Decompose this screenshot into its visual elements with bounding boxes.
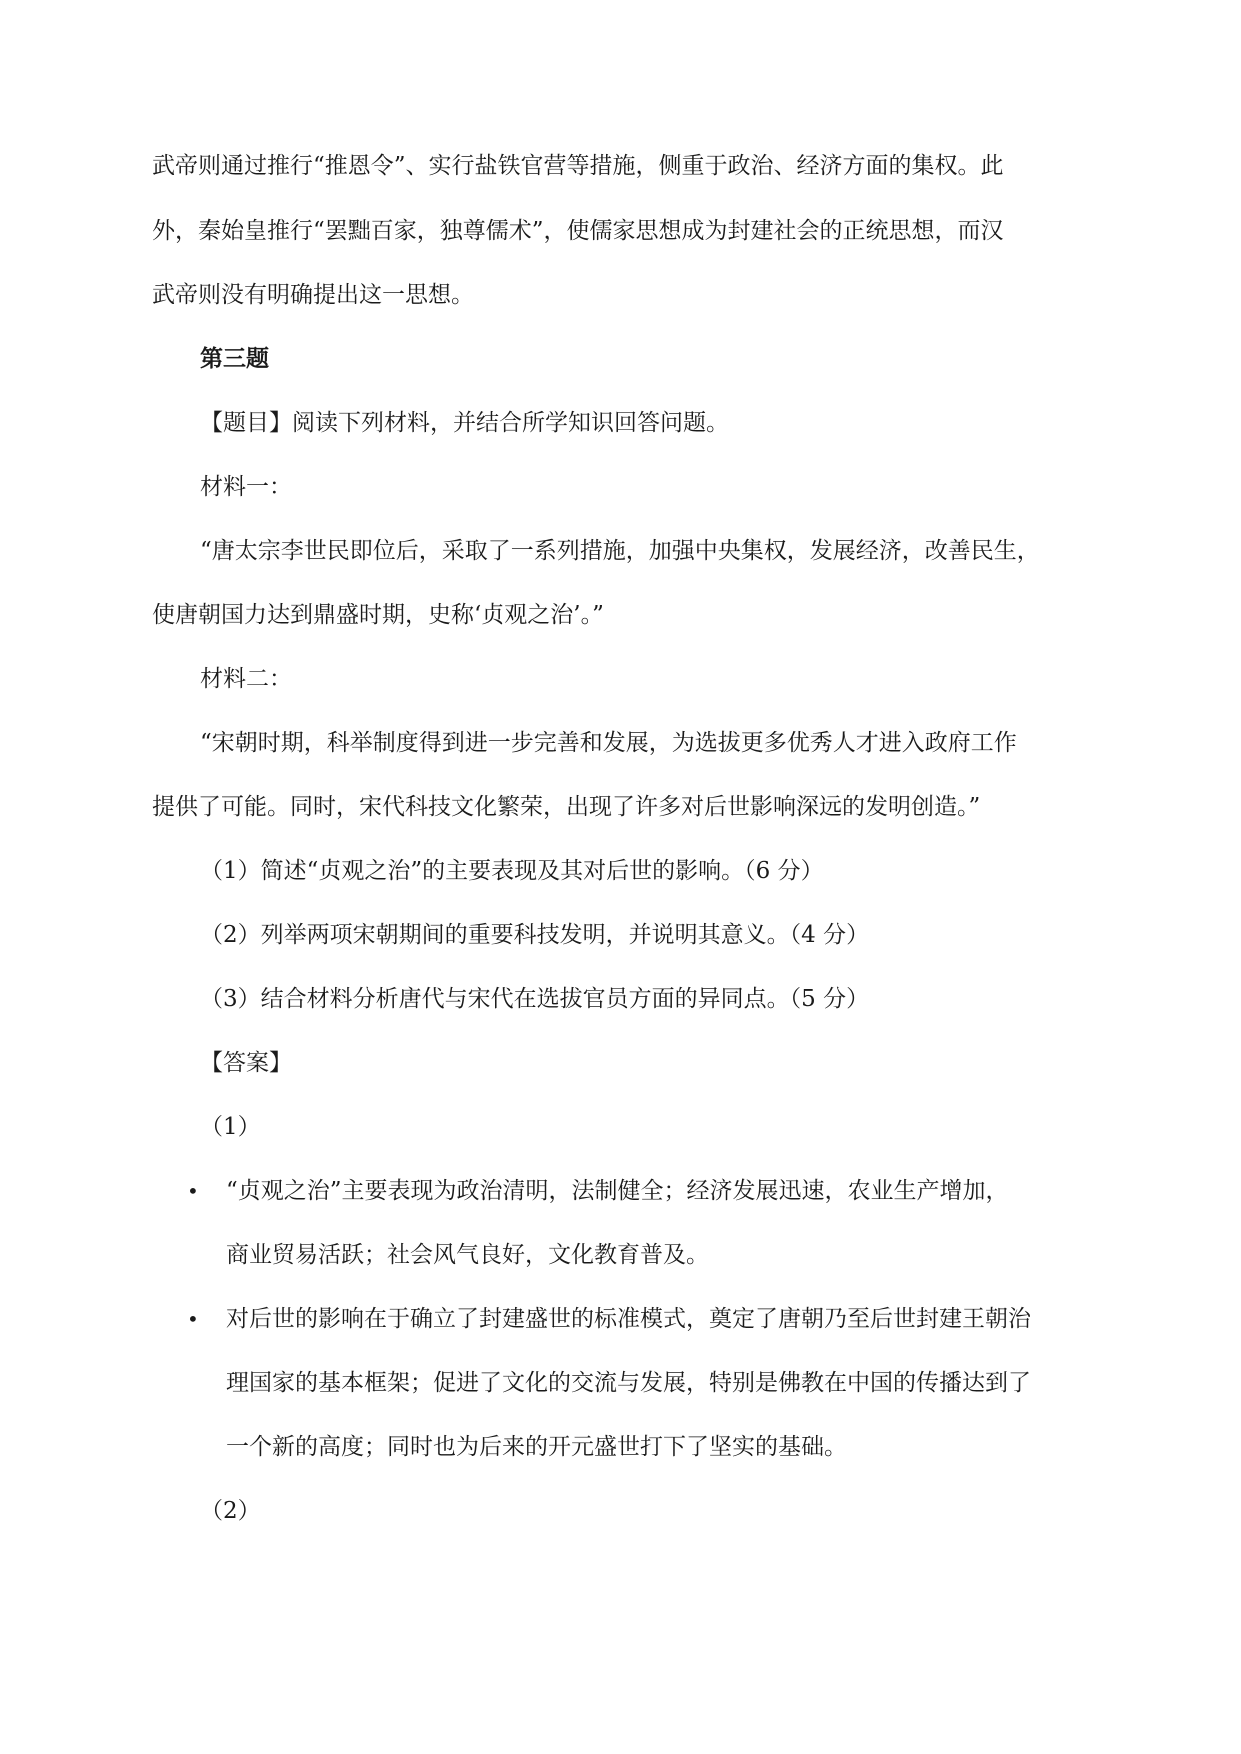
question-1: （1）简述“贞观之治”的主要表现及其对后世的影响。（6 分） <box>200 858 824 884</box>
bullet-2-line-1: 对后世的影响在于确立了封建盛世的标准模式，奠定了唐朝乃至后世封建王朝治 <box>226 1306 1031 1332</box>
bullet-1-dot: • <box>187 1179 199 1203</box>
bullet-1-line-2: 商业贸易活跃；社会风气良好，文化教育普及。 <box>226 1242 709 1268</box>
intro-line-2: 外，秦始皇推行“罢黜百家，独尊儒术”，使儒家思想成为封建社会的正统思想，而汉 <box>152 218 1004 244</box>
section-title: 第三题 <box>200 345 269 372</box>
answer-label: 【答案】 <box>200 1050 292 1076</box>
question-3: （3）结合材料分析唐代与宋代在选拔官员方面的异同点。（5 分） <box>200 986 870 1012</box>
bullet-2-line-3: 一个新的高度；同时也为后来的开元盛世打下了坚实的基础。 <box>226 1434 847 1460</box>
material-1-line-1: “唐太宗李世民即位后，采取了一系列措施，加强中央集权，发展经济，改善民生， <box>200 538 1040 564</box>
question-2: （2）列举两项宋朝期间的重要科技发明，并说明其意义。（4 分） <box>200 922 870 948</box>
intro-line-1: 武帝则通过推行“推恩令”、实行盐铁官营等措施，侧重于政治、经济方面的集权。此 <box>152 153 1004 179</box>
bullet-2-dot: • <box>187 1307 199 1331</box>
material-2-line-1: “宋朝时期，科举制度得到进一步完善和发展，为选拔更多优秀人才进入政府工作 <box>200 730 1017 756</box>
question-label: 【题目】阅读下列材料，并结合所学知识回答问题。 <box>200 410 729 436</box>
bullet-2-line-2: 理国家的基本框架；促进了文化的交流与发展，特别是佛教在中国的传播达到了 <box>226 1370 1031 1396</box>
part-2-label: （2） <box>200 1498 261 1524</box>
part-1-label: （1） <box>200 1114 261 1140</box>
intro-line-3: 武帝则没有明确提出这一思想。 <box>152 282 474 308</box>
material-1-line-2: 使唐朝国力达到鼎盛时期，史称‘贞观之治’。” <box>152 602 604 628</box>
bullet-1-line-1: “贞观之治”主要表现为政治清明，法制健全；经济发展迅速，农业生产增加， <box>226 1178 1009 1204</box>
material-2-line-2: 提供了可能。同时，宋代科技文化繁荣，出现了许多对后世影响深远的发明创造。” <box>152 794 981 820</box>
material-2-label: 材料二： <box>200 666 292 692</box>
material-1-label: 材料一： <box>200 474 292 500</box>
